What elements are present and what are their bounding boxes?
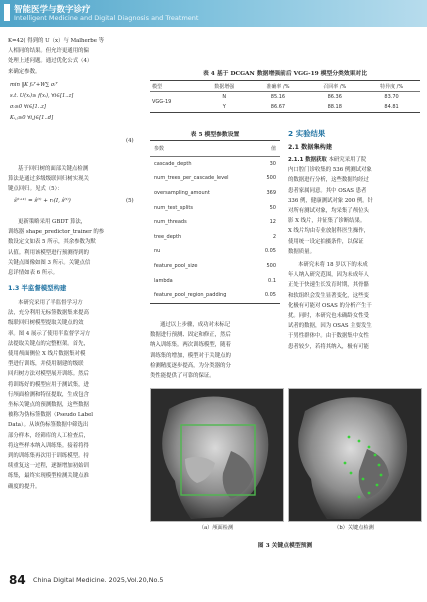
formula-line: min ‖K f₀ᵀ+W∑ σᵢᵀ [10, 82, 58, 88]
table-cell: 0.05 [264, 248, 276, 255]
text-line: 将这些样本纳入训练集。接着将得 [8, 442, 89, 449]
table-cell: 500 [266, 263, 276, 270]
text-line: 法提取关键点的完整框架。首先， [8, 340, 89, 347]
text-line: 扰。同时，本研究也未确龄女性受 [288, 313, 369, 320]
page-number: 84 [9, 573, 26, 587]
text-line: 的数据进行分析，这些数据均经过 [288, 177, 369, 184]
text-line: 被称为伪标签数据（Pseudo Label [8, 412, 93, 419]
text-line: 试者的数据，因为 OSAS 主要发生 [288, 323, 372, 330]
text-line: 336 例，健康测试对象 200 例。针 [288, 197, 374, 204]
text-line: 本研究采用了半监督学习方 [18, 300, 83, 306]
text-line: 关键点图像如图 3 所示。关键点信 [8, 259, 91, 266]
section-heading-2: 2 实验结果 [288, 129, 326, 138]
formula-line: σᵢ≥0 ∀i∈[1..z] [10, 104, 46, 110]
table-row [150, 215, 280, 230]
text-line: 使用颅面侧位 X 线片数据集对模 [8, 351, 86, 358]
formula-4 [10, 80, 140, 124]
text-line: 数设定文如表 5 所示，其余参数为默 [8, 239, 96, 246]
text-line: 训练集的增加，模型对于关键点的 [150, 352, 231, 359]
text-line: 型进行训练，并使用制建的级联 [8, 361, 84, 368]
journal-citation: China Digital Medicine. 2025,Vol.20,No.5 [33, 576, 164, 584]
left-column-mid-text [8, 164, 140, 195]
text-line: 正处于快速生长发育时期，其骨骼 [288, 282, 369, 289]
table-cell-model: VGG-19 [152, 99, 172, 105]
text-line: 使用统一设定拍摄条件，以保证 [288, 238, 364, 245]
table-cell: oversampling_amount [154, 190, 210, 197]
formula-line: s.t. U(xᵢ)≥ f(xᵢ), ∀i∈[1..z] [10, 93, 74, 99]
text-line: 行颅面检测和特征提取，生成包含 [8, 391, 89, 398]
text-line: 确度的提升。 [8, 483, 41, 490]
right-column-para-1 [288, 155, 420, 257]
table-header-row [150, 81, 420, 92]
text-line: 练集，最终实现模型检测关键点准 [8, 473, 89, 480]
table-row [150, 156, 280, 171]
subsection-heading-2-1: 2.1 数据集构建 [288, 144, 333, 151]
table-row [150, 200, 280, 215]
text-line: 级联回归树模型提取关键点的效 [8, 320, 84, 327]
text-line: 认值。利用该模型进行预测得到的 [8, 249, 89, 256]
table-cell: feature_pool_region_padding [154, 292, 227, 299]
text-line: Data）。从该伪标签数据中筛选出 [8, 422, 89, 429]
table-header-row [150, 141, 280, 157]
table-row [150, 171, 280, 186]
table-cell: 88.18 [327, 104, 342, 110]
table-row [150, 288, 280, 303]
table-cell: 369 [266, 190, 276, 197]
table-row [150, 92, 420, 103]
text-line: X 线片均由专业放射科医生操作， [288, 228, 370, 235]
table-cell: feature_pool_size [154, 263, 198, 270]
left-column-after-text [8, 217, 140, 278]
text-line: 数据进行预测、固定和修正，然后 [150, 332, 231, 339]
table-cell: num_trees_per_cascade_level [154, 175, 229, 182]
table-cell: cascade_depth [154, 160, 192, 167]
table-cell: 2 [272, 233, 276, 240]
text-line: K=42( 得到的 U（x）与 Malherbe 等 [8, 38, 105, 44]
text-line: 部分样本，经筛库的人工检查后， [8, 432, 89, 439]
table-cell: tree_depth [154, 233, 182, 240]
table-cell: num_threads [154, 219, 187, 226]
table-header-cell: 特异度 /% [380, 83, 404, 90]
text-line: 内口腔门诊收集的 536 例测试对象 [288, 167, 372, 174]
journal-title-cn: 智能医学与数字诊疗 [14, 5, 91, 15]
text-line: 本研究未将 18 岁以下的未成 [298, 262, 368, 268]
text-line: 患者家属同意。其中 OSAS 患者 [288, 187, 367, 194]
formula-line: Kᵢ,ⱼ≥0 ∀i,j∈[1..d] [10, 115, 54, 121]
table-4 [150, 80, 420, 113]
table-header-cell: 参数 [154, 145, 165, 152]
text-line: 到的训练集再次用于训练模型。持 [8, 453, 89, 460]
table-header-cell: 准确率 /% [266, 83, 290, 90]
text-line: 化极有可能对 OSAS 的分析产生干 [288, 302, 372, 309]
text-line: 类性能提供了可靠的保证。 [150, 373, 215, 380]
text-line: 人相同的结果。但允许更通用的偏 [8, 48, 89, 55]
table-row [150, 244, 280, 259]
table-header-cell: 值 [270, 145, 276, 152]
table-header-cell: 数据增强 [214, 83, 235, 90]
figure-3-caption: 图 3 关键点模型预测 [257, 543, 313, 549]
text-line: 检测精度逐步提高，为分类器的分 [150, 362, 231, 369]
text-line: 坐标关键点的预测数据，这些数据 [8, 402, 89, 409]
right-column-para-2 [288, 260, 420, 352]
text-line: 基于回归树的面部关键点检测 [18, 166, 89, 172]
table-cell: 85.16 [270, 94, 286, 100]
text-line: 率。图 4 展示了使用半监督学习方 [8, 330, 91, 337]
table-cell: 86.67 [270, 104, 286, 110]
text-line: 算法是通过多级级联回归树实现关 [8, 176, 89, 183]
table-cell: 0.05 [264, 292, 276, 299]
text-line: 键点回归。见式（5）： [8, 186, 63, 193]
table-row [150, 259, 280, 274]
text-line: 法，充分利用无标签数据集来提高 [8, 310, 89, 317]
formula-number: (4) [126, 138, 134, 144]
text-line: 续重复这一过程，逐渐增加初始训 [8, 463, 89, 470]
formula-number: (5) [126, 198, 134, 204]
text-line: 更新策略采用 GBDT 算法， [18, 219, 87, 225]
table-5-caption: 表 5 模型参数设置 [190, 132, 240, 138]
text-line: 和软组织会发生显著变化，这些变 [288, 292, 369, 299]
table-cell: 12 [269, 219, 276, 226]
text-line: 对所有测试对象，均采集了颅位头 [288, 208, 369, 215]
table-header-cell: 模型 [152, 83, 163, 90]
text-line: 训练器 shape_predictor_trainer 的参 [8, 229, 105, 236]
figure-3b-subcaption: （b）关键点检测 [334, 525, 374, 531]
table-row [150, 186, 280, 201]
journal-logo-mark [4, 4, 10, 21]
text-line: 患者较少，若将其纳入，极有可能 [288, 343, 369, 350]
text-line: 年人纳入研究范围，因为未成年人 [288, 272, 369, 279]
text-line: 通过以上步骤，成功对未标记 [160, 322, 231, 328]
table-row [150, 230, 280, 245]
table-cell: 30 [269, 160, 276, 167]
text-line: 纳入训练集。两次训练模型，随着 [150, 342, 231, 349]
table-cell: 84.81 [384, 104, 399, 110]
table-row [150, 273, 280, 288]
text-line: 息详情如表 6 所示。 [8, 270, 58, 277]
table-cell: nu [154, 248, 161, 255]
section-heading-1-3: 1.3 半监督模型构建 [8, 284, 67, 292]
figure-3a-xray-image [150, 388, 284, 522]
formula-5: ŝ⁽ᵗ⁺¹⁾ = ŝ⁽ᵗ⁾ + rₜ(I, ŝ⁽ᵗ⁾) [14, 198, 71, 204]
figure-3a-subcaption: （a）颅面检测 [198, 525, 234, 531]
table-5 [150, 140, 280, 304]
text-line: 数据质量。 [288, 248, 315, 255]
table-cell: Y [222, 104, 226, 110]
text-line: 于男性群体中。由于数据集中女性 [288, 333, 369, 340]
text-span: 本研究采用了院 [328, 157, 367, 163]
table-cell: 86.36 [327, 94, 342, 100]
subsubsection-lead: 2.1.1 数据获取 [288, 157, 327, 163]
text-line: 处理上述问题。通过优化公式（4） [8, 58, 93, 65]
figure-3b-xray-image [288, 388, 422, 522]
text-line: 将训练好的模型应用于测试集，进 [8, 381, 89, 388]
left-column-section-text [8, 298, 140, 492]
text-line: 来确定参数。 [8, 68, 41, 75]
table-cell: 500 [266, 175, 276, 182]
text-line: 影 X 线片，并征集了诊断结果。 [288, 218, 366, 225]
table-cell: 83.70 [384, 94, 399, 100]
table-4-caption: 表 4 基于 DCGAN 数据增强前后 VGG-19 模型分类效果对比 [202, 71, 368, 77]
text-line: 回归树方法对模型展开训练。然后 [8, 371, 89, 378]
middle-paragraph [150, 320, 280, 381]
table-cell: 50 [269, 204, 276, 211]
journal-title-en: Intelligent Medicine and Digital Diagnosis and Treatment [14, 14, 199, 22]
table-cell: num_test_splits [154, 204, 193, 211]
table-cell: lambda [154, 277, 173, 284]
left-column-top-text [8, 36, 140, 77]
table-cell: N [222, 94, 227, 100]
table-header-cell: 召回率 /% [323, 83, 347, 90]
text-line [288, 155, 420, 165]
table-cell: 0.1 [268, 277, 276, 284]
